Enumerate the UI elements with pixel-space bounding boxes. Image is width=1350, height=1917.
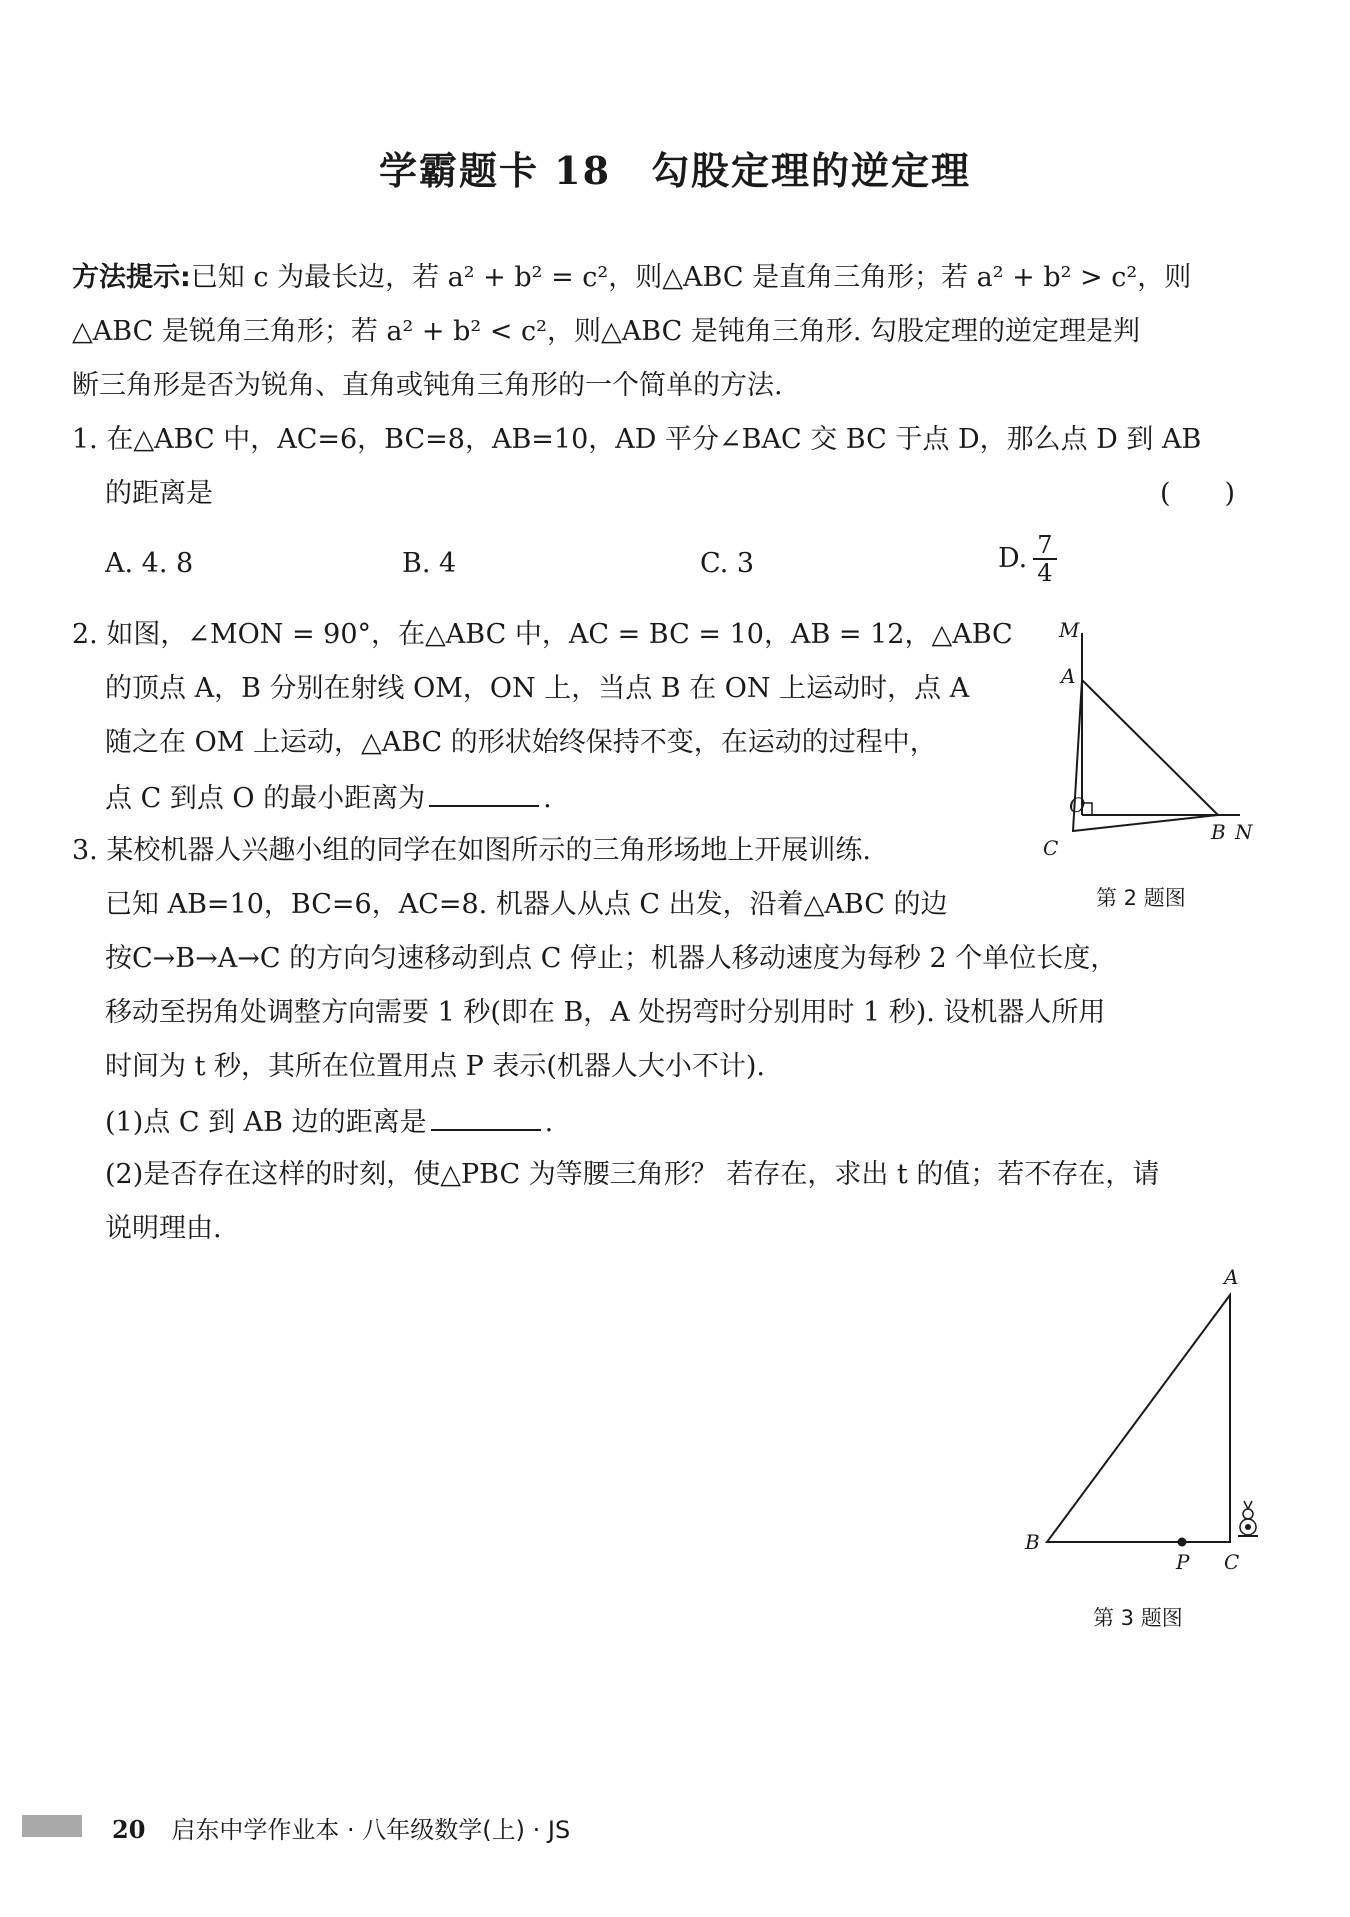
q1-option-a: A. 4. 8 [105,548,194,579]
q2-line-1: 2. 如图，∠MON = 90°，在△ABC 中，AC = BC = 10，AB = 12，△ABC [72,619,1013,650]
q3-line-1: 3. 某校机器人兴趣小组的同学在如图所示的三角形场地上开展训练. [72,835,871,866]
q3-sub-1-period: . [544,1107,554,1138]
q2-line-4 [105,777,552,819]
label-n: N [1235,820,1253,844]
triangle-abc [1073,680,1218,831]
footer-text: 启东中学作业本 · 八年级数学(上) · JS [171,1816,571,1844]
triangle-abc-field [1047,1295,1230,1542]
tip-label: 方法提示: [72,262,191,293]
q2-line-4-text: 点 C 到点 O 的最小距离为 [105,783,426,814]
robot-icon [1238,1501,1258,1536]
q1-option-d-prefix: D. [998,543,1028,574]
q1-option-d [998,532,1057,586]
point-p [1178,1538,1187,1547]
q3-line-5: 时间为 t 秒，其所在位置用点 P 表示(机器人大小不计). [105,1051,765,1082]
page-number: 20 [112,1815,146,1844]
fraction-numerator: 7 [1033,532,1056,560]
label-b: B [1025,1530,1040,1554]
q3-sub-2-line-2: 说明理由. [105,1213,222,1244]
figure-3 [1010,1255,1290,1575]
label-o: O [1069,793,1086,817]
q3-answer-blank [431,1101,541,1131]
label-c: C [1043,836,1059,860]
q3-sub-1 [105,1101,553,1143]
q1-line-2: 的距离是 [105,478,213,509]
q3-line-4: 移动至拐角处调整方向需要 1 秒(即在 B，A 处拐弯时分别用时 1 秒). 设机器人所用 [105,997,1106,1028]
q3-sub-2-line-1: (2)是否存在这样的时刻，使△PBC 为等腰三角形？ 若存在，求出 t 的值；若不存在，请 [105,1159,1160,1190]
q1-answer-paren: ( ) [1160,478,1236,509]
tip-line-1 [72,258,1191,298]
q1-option-c: C. 3 [700,548,755,579]
label-c: C [1224,1550,1240,1574]
page-title: 学霸题卡 18 勾股定理的逆定理 [378,148,972,193]
figure-2-caption: 第 2 题图 [1096,886,1186,910]
figure-2 [1035,615,1255,865]
q2-line-3: 随之在 OM 上运动，△ABC 的形状始终保持不变，在运动的过程中， [105,727,937,758]
tip-line-2: △ABC 是锐角三角形；若 a² + b² < c²，则△ABC 是钝角三角形. 勾股定理的逆定理是判 [72,316,1140,347]
label-b: B [1211,820,1226,844]
q1-option-b: B. 4 [402,548,457,579]
q1-line-1: 1. 在△ABC 中，AC=6，BC=8，AB=10，AD 平分∠BAC 交 BC 于点 D，那么点 D 到 AB [72,424,1202,455]
label-a: A [1224,1265,1239,1289]
q3-sub-1-text: (1)点 C 到 AB 边的距离是 [105,1107,427,1138]
figure-3-caption: 第 3 题图 [1093,1606,1183,1630]
footer-bar [22,1815,82,1837]
tip-text-1: 已知 c 为最长边，若 a² + b² = c²，则△ABC 是直角三角形；若 a² + b² > c²，则 [190,262,1192,293]
tip-line-3: 断三角形是否为锐角、直角或钝角三角形的一个简单的方法. [72,370,783,401]
q2-line-2: 的顶点 A，B 分别在射线 OM，ON 上，当点 B 在 ON 上运动时，点 A [105,673,970,704]
fraction-denominator: 4 [1037,559,1053,587]
label-a: A [1061,664,1076,688]
label-p: P [1176,1550,1190,1574]
footer [112,1810,570,1845]
q2-line-4-period: . [543,783,552,814]
q1-option-d-fraction [1033,532,1056,586]
label-m: M [1059,618,1080,642]
q3-line-2: 已知 AB=10，BC=6，AC=8. 机器人从点 C 出发，沿着△ABC 的边 [105,889,948,920]
q3-line-3: 按C→B→A→C 的方向匀速移动到点 C 停止；机器人移动速度为每秒 2 个单位长度， [105,943,1118,974]
q2-answer-blank [429,777,539,807]
